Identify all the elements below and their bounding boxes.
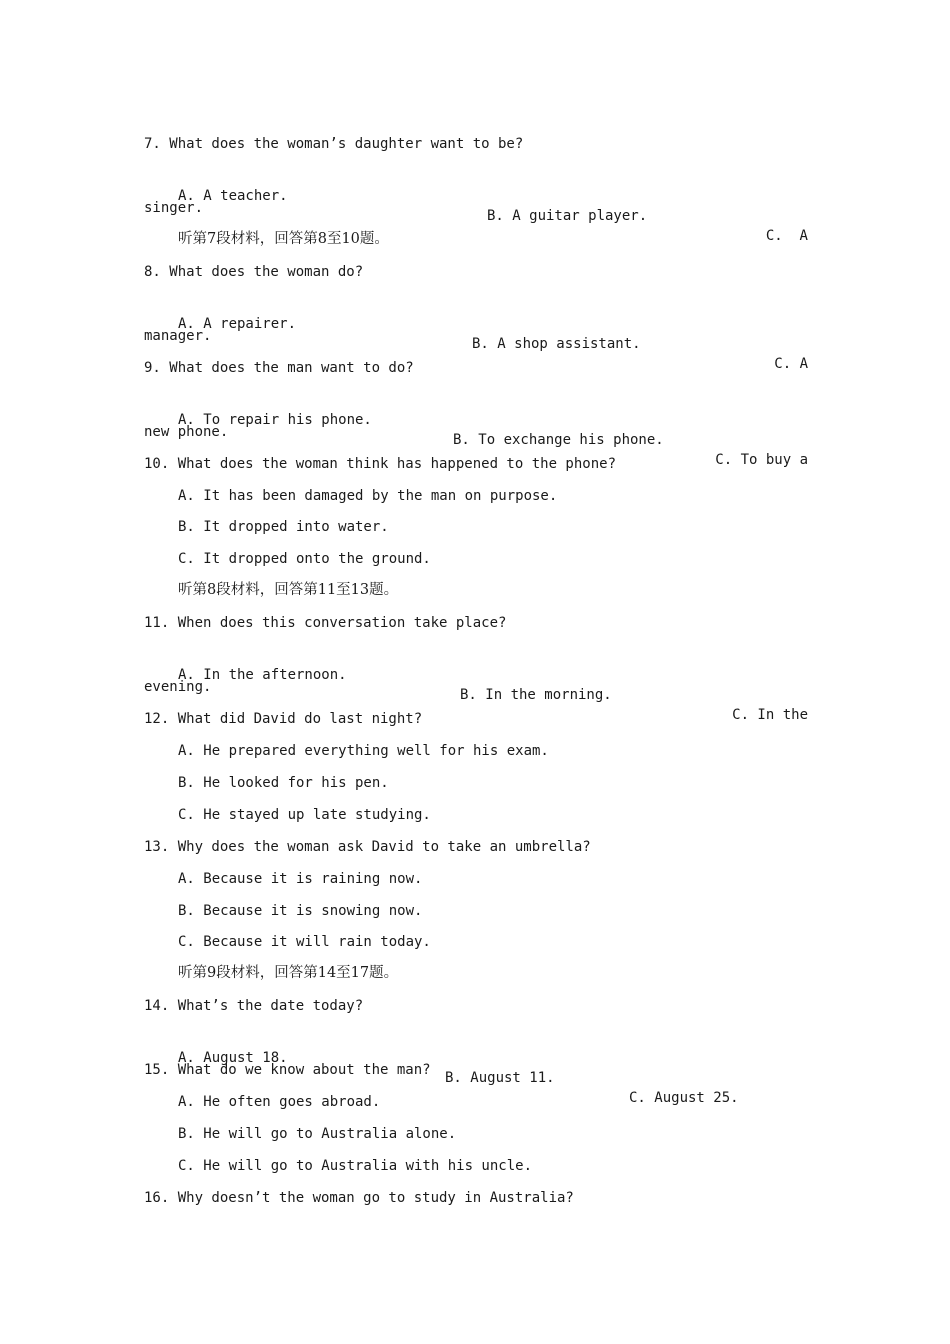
option-15c: C. He will go to Australia with his uncle.	[178, 1158, 533, 1174]
option-11c-continued: evening.	[144, 679, 212, 695]
option-13b: B. Because it is snowing now.	[178, 903, 423, 919]
question-8: 8. What does the woman do?	[144, 264, 364, 280]
option-13c: C. Because it will rain today.	[178, 934, 431, 950]
option-12b: B. He looked for his pen.	[178, 775, 389, 791]
question-9: 9. What does the man want to do?	[144, 360, 414, 376]
question-12: 12. What did David do last night?	[144, 711, 423, 727]
option-9a: A. To repair his phone.	[178, 412, 372, 428]
option-8c-continued: manager.	[144, 328, 212, 344]
option-10b: B. It dropped into water.	[178, 519, 389, 535]
option-14b: B. August 11.	[445, 1070, 555, 1086]
option-12c: C. He stayed up late studying.	[178, 807, 431, 823]
option-9c-continued: new phone.	[144, 424, 229, 440]
section-7-instruction: 听第7段材料，回答第8至10题。	[178, 231, 389, 247]
question-16: 16. Why doesn’t the woman go to study in Australia?	[144, 1190, 574, 1206]
option-8b: B. A shop assistant.	[472, 336, 641, 352]
option-15b: B. He will go to Australia alone.	[178, 1126, 457, 1142]
option-8c: C. A	[774, 356, 808, 372]
option-10a: A. It has been damaged by the man on purpose.	[178, 488, 558, 504]
option-7a: A. A teacher.	[178, 188, 288, 204]
question-11: 11. When does this conversation take place?	[144, 615, 507, 631]
option-10c: C. It dropped onto the ground.	[178, 551, 431, 567]
question-15: 15. What do we know about the man?	[144, 1062, 431, 1078]
question-7: 7. What does the woman’s daughter want to be?	[144, 136, 524, 152]
option-7c: C. A	[765, 228, 808, 244]
question-14: 14. What’s the date today?	[144, 998, 364, 1014]
section-8-instruction: 听第8段材料，回答第11至13题。	[178, 582, 399, 598]
option-12a: A. He prepared everything well for his exam.	[178, 743, 549, 759]
option-7b: B. A guitar player.	[487, 208, 648, 224]
section-9-instruction: 听第9段材料，回答第14至17题。	[178, 965, 399, 981]
question-10: 10. What does the woman think has happened to the phone?	[144, 456, 617, 472]
option-11a: A. In the afternoon.	[178, 667, 347, 683]
option-9c: C. To buy a	[715, 452, 808, 468]
option-13a: A. Because it is raining now.	[178, 871, 423, 887]
option-14c: C. August 25.	[629, 1090, 739, 1106]
option-15a: A. He often goes abroad.	[178, 1094, 381, 1110]
option-14a: A. August 18.	[178, 1050, 288, 1066]
option-11b: B. In the morning.	[460, 687, 612, 703]
question-13: 13. Why does the woman ask David to take an umbrella?	[144, 839, 591, 855]
option-11c: C. In the	[732, 707, 808, 723]
option-8a: A. A repairer.	[178, 316, 297, 332]
option-9b: B. To exchange his phone.	[453, 432, 664, 448]
option-7c-continued: singer.	[144, 200, 204, 216]
